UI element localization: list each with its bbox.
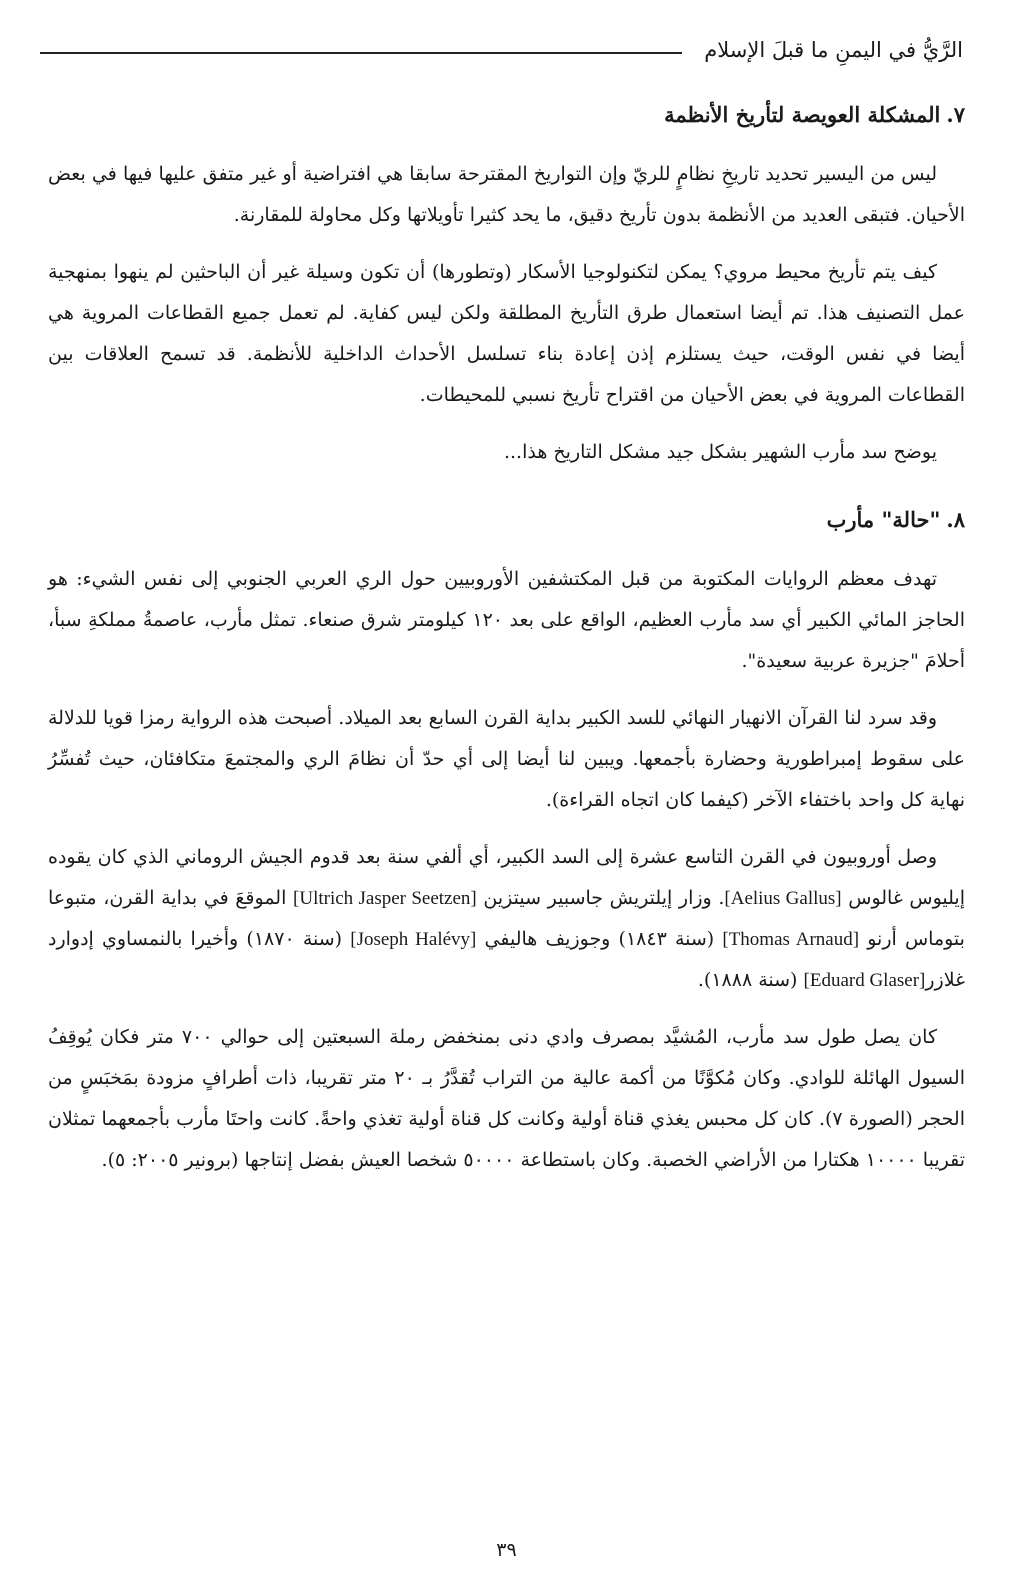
paragraph-3-text-a: وصل أوروبيون في القرن التاسع عشرة إلى السد الكبير، أي ألفي سنة بعد قدوم الجيش الروماني الذي كان يقوده إيليوس غالوس bbox=[48, 846, 966, 909]
name-aelius-gallus: [Aelius Gallus] bbox=[724, 888, 842, 909]
section-7-number: ٧. bbox=[946, 102, 965, 127]
name-thomas-arnaud: [Thomas Arnaud] bbox=[722, 929, 860, 950]
section-8-title: "حالة" مأرب bbox=[826, 507, 941, 532]
page-number: ٣٩ bbox=[496, 1539, 517, 1561]
section-7-heading bbox=[48, 98, 965, 132]
section-7-paragraph-1: ليس من اليسير تحديد تاريخِ نظامٍ للريّ وإن التواريخ المقترحة سابقا هي افتراضية أو غير متفق عليها فيها في بعض الأحيان. فتبقى العديد من الأنظمة بدون تأريخ دقيق، ما يحد كثيرا تأويلاتها وكل محاولة للمقارنة. bbox=[48, 163, 965, 226]
section-7-paragraph-2: كيف يتم تأريخ محيط مروي؟ يمكن لتكنولوجيا الأسكار (وتطورها) أن تكون وسيلة غير أن الباحثين لم ينهوا بمنهجية عمل التصنيف هذا. تم أيضا استعمال طرق التأريخ المطلقة ولكن ليس كفاية. لم تعمل جميع القطاعات المروية هي أيضا في نفس الوقت، حيث يستلزم إذن إعادة بناء تسلسل الأحداث الداخلية للأنظمة. قد تسمح العلاقات بين القطاعات المروية في بعض الأحيان من اقتراح تأريخ نسبي للمحيطات. bbox=[48, 261, 965, 406]
name-seetzen: [Ultrich Jasper Seetzen] bbox=[293, 888, 477, 909]
section-8-heading bbox=[48, 503, 965, 537]
section-8-paragraph-2: وقد سرد لنا القرآن الانهيار النهائي للسد الكبير بداية القرن السابع بعد الميلاد. أصبحت هذه الرواية رمزا قويا للدلالة على سقوط إمبراطورية وحضارة بأجمعها. ويبين لنا أيضا إلى أي حدّ أن نظامَ الري والمجتمعَ متكافئان، حيث تُفسِّرُ نهاية كل واحد باختفاء الآخر (كيفما كان اتجاه القراءة). bbox=[48, 707, 965, 811]
paragraph-3-text-d: (سنة ١٨٤٣) وجوزيف هاليفي bbox=[476, 928, 723, 950]
section-8-paragraph-4: كان يصل طول سد مأرب، المُشيَّد بمصرف وادي دنى بمنخفض رملة السبعتين إلى حوالي ٧٠٠ متر فكان يُوقِفُ السيول الهائلة للوادي. وكان مُكوَّنًا من أكمة عالية من التراب تُقدَّرُ بـ ٢٠ متر تقريبا، ذات أطرافٍ مزودة بمَخبَسٍ من الحجر (الصورة ٧). كان كل محبس يغذي قناة أولية وكانت كل قناة أولية تغذي واحةً. كانت واحتَا مأرب بأجمعهما تمثلان تقريبا ١٠٠٠٠ هكتارا من الأراضي الخصبة. وكان باستطاعة ٥٠٠٠٠ شخصا العيش بفضل إنتاجها (برونير ٢٠٠٥: ٥). bbox=[48, 1026, 966, 1171]
page-content bbox=[48, 98, 965, 1197]
running-title: الرَّيُّ في اليمنِ ما قبلَ الإسلام bbox=[704, 38, 963, 62]
section-7-paragraph-3: يوضح سد مأرب الشهير بشكل جيد مشكل التاريخ هذا... bbox=[503, 441, 937, 463]
section-8-paragraph-3 bbox=[48, 837, 965, 1001]
running-header bbox=[40, 30, 963, 70]
section-8-paragraph-1: تهدف معظم الروايات المكتوبة من قبل المكتشفين الأوروبيين حول الري العربي الجنوبي إلى نفس الشيء: هو الحاجز المائي الكبير أي سد مأرب العظيم، الواقع على بعد ١٢٠ كيلومتر شرق صنعاء. تمثل مأرب، عاصمةُ مملكةِ سبأ، أحلامَ "جزيرة عربية سعيدة". bbox=[48, 568, 966, 672]
section-7-title: المشكلة العويصة لتأريخ الأنظمة bbox=[664, 102, 941, 127]
paragraph-3-text-f: (سنة ١٨٨٨). bbox=[697, 969, 804, 991]
section-spacer bbox=[48, 485, 965, 503]
name-eduard-glaser: [Eduard Glaser] bbox=[803, 970, 926, 991]
name-joseph-halevy: [Joseph Halévy] bbox=[350, 929, 477, 950]
paragraph-3-text-c: الموقعَ في بداية القرن، متبوعا بتوماس أرنو bbox=[48, 887, 965, 950]
header-rule bbox=[40, 52, 682, 54]
section-8-number: ٨. bbox=[946, 507, 965, 532]
paragraph-3-text-e: (سنة ١٨٧٠) وأخيرا بالنمساوي إدوارد غلازر bbox=[48, 928, 965, 991]
paragraph-3-text-b: . وزار إيلتريش جاسبير سيتزين bbox=[476, 887, 725, 909]
